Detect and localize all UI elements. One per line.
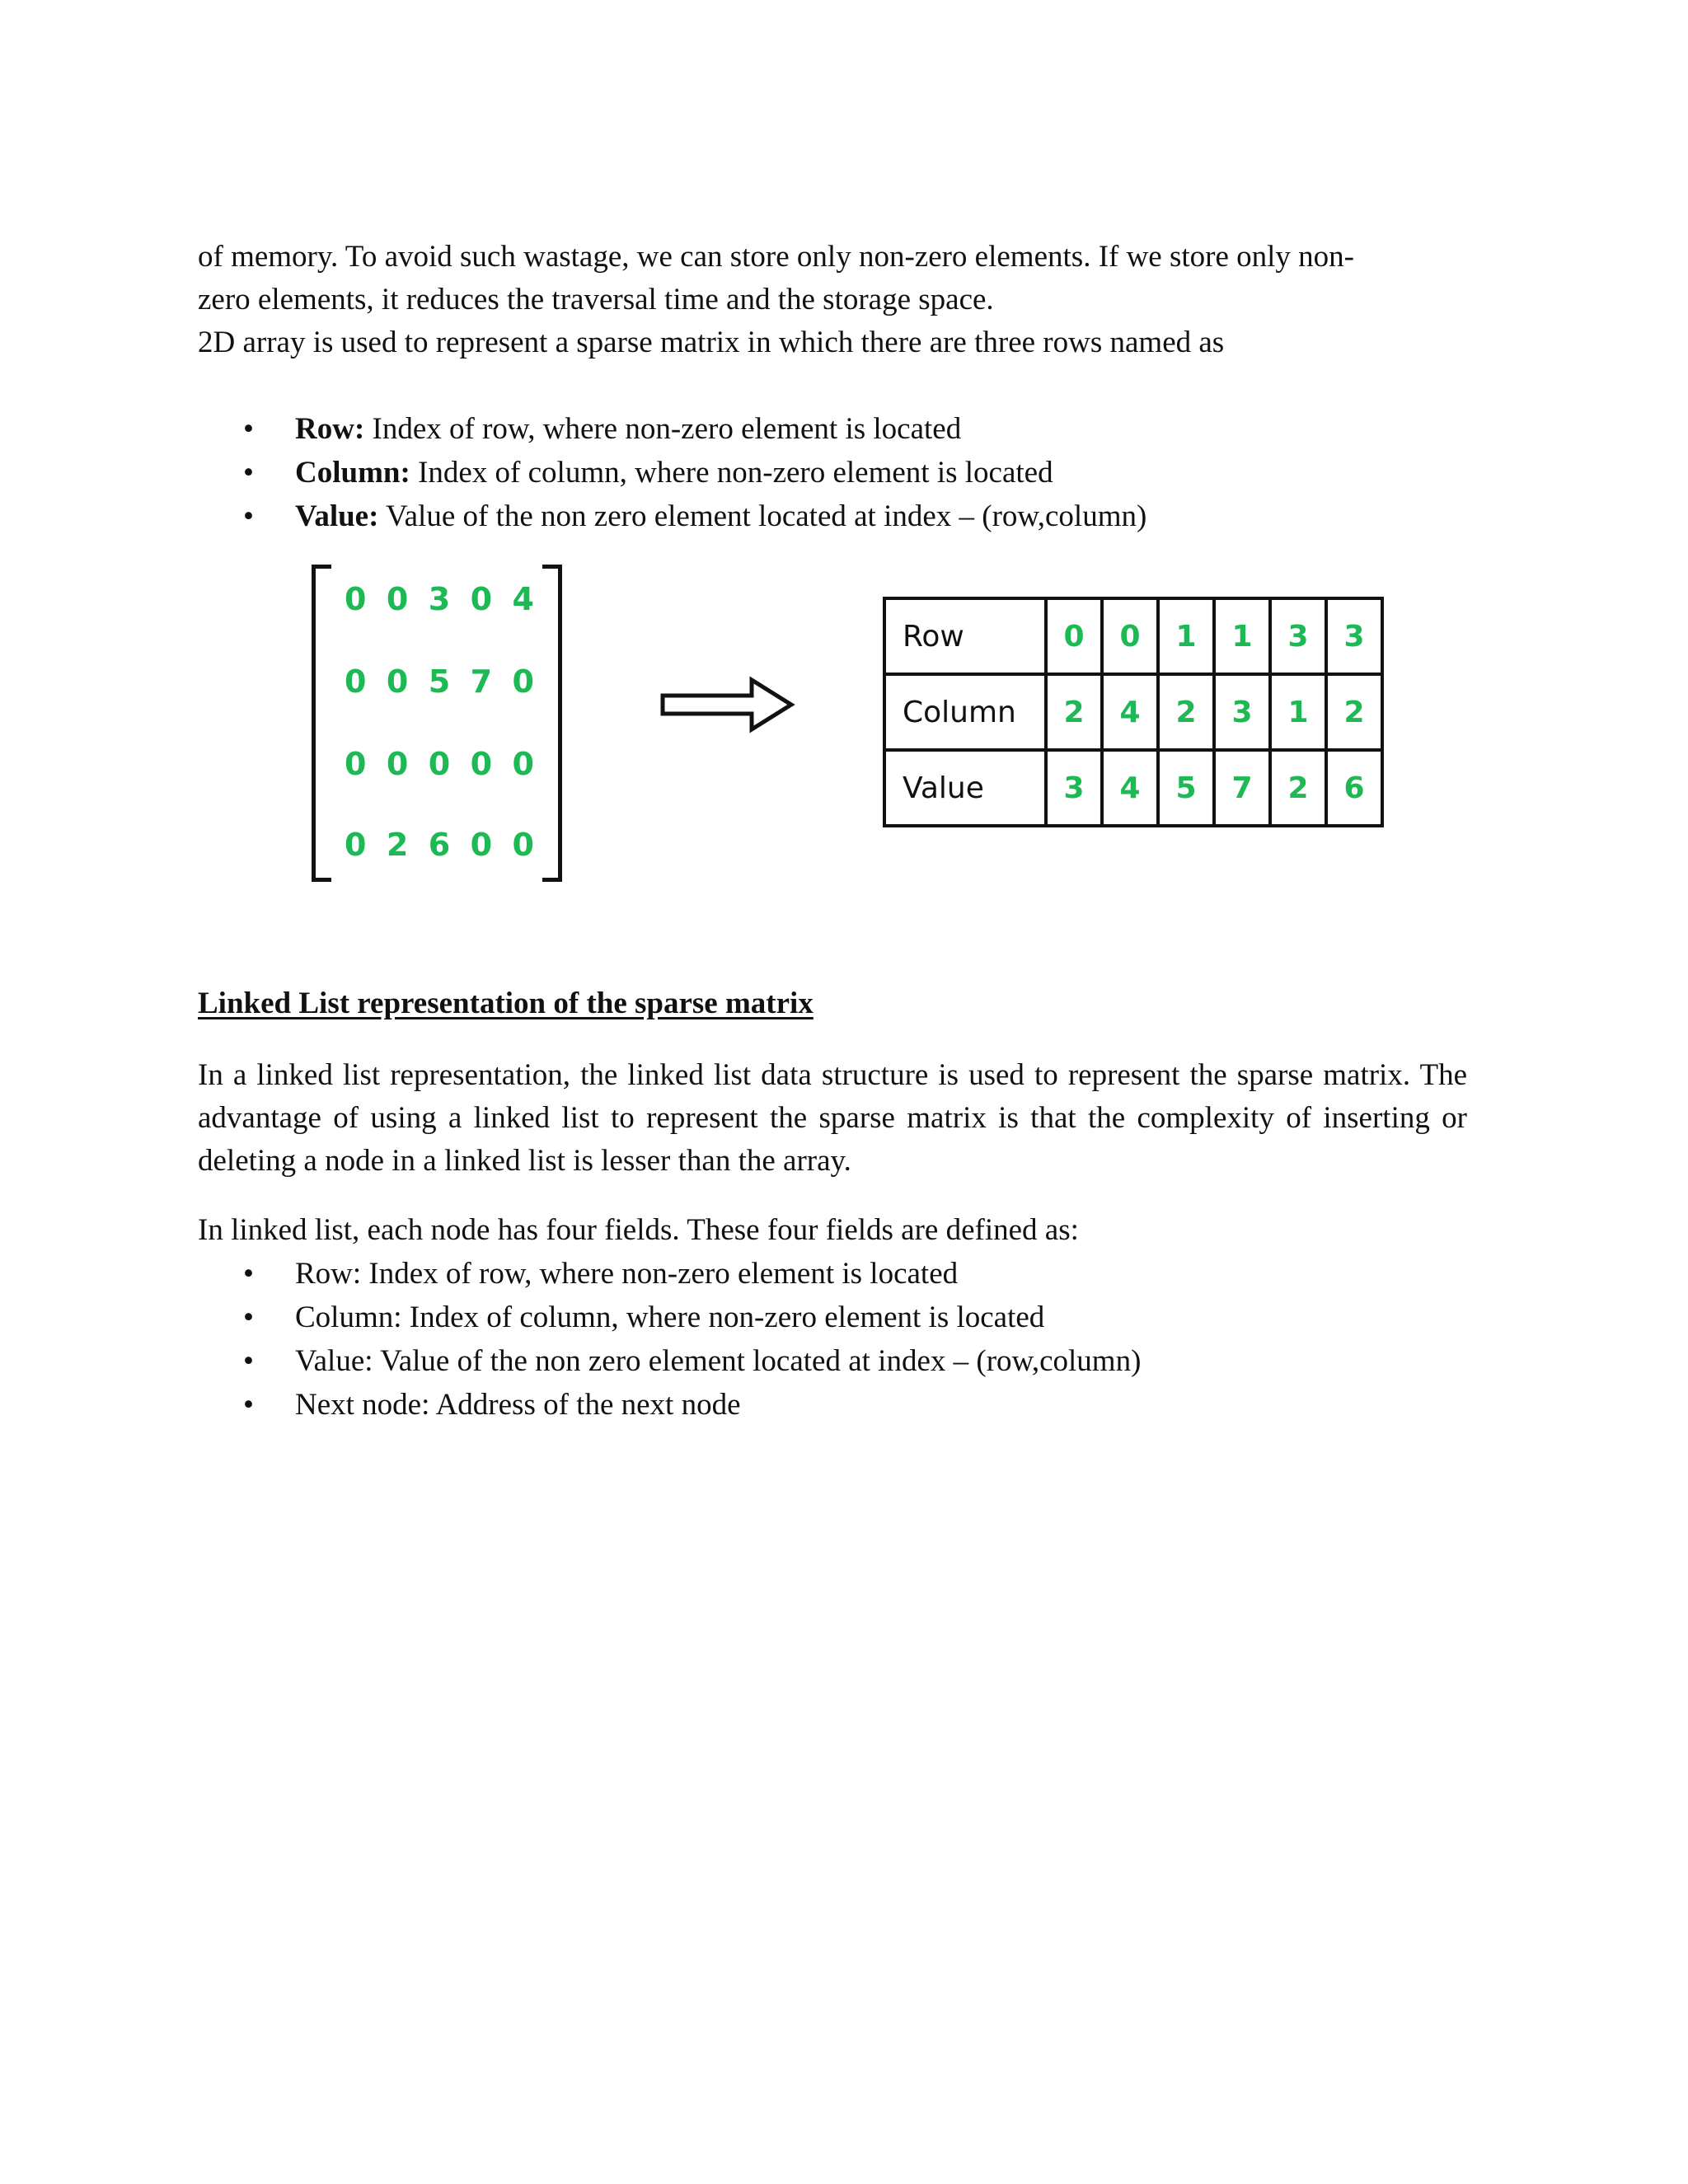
matrix-cell: 0 [345,827,367,863]
table-cell: 3 [1326,598,1382,674]
linked-list-paragraph: In a linked list representation, the linked list data structure is used to represent the sparse matrix. The advantage of using a linked list to represent the sparse matrix is that the complexity of inserting or deleting a node in a linked list is lesser than the array. [198,1058,1467,1178]
table-cell: 2 [1046,674,1102,750]
table-cell: 4 [1102,674,1158,750]
matrix-cell: 0 [386,746,409,782]
table-row-label: Row [884,598,1046,674]
bullet-icon: • [243,1257,254,1291]
table-row-label: Column [884,674,1046,750]
field-desc: Index of row, where non-zero element is located [364,412,962,446]
table-cell: 3 [1046,750,1102,826]
list-item [198,494,1467,538]
matrix-cell: 4 [512,581,534,617]
matrix-cell: 5 [428,663,451,700]
bullet-icon: • [243,456,254,490]
matrix-left-bracket [312,565,331,882]
field-text: Row: Index of row, where non-zero element is located [295,1257,959,1291]
linked-list-fields-intro: In linked list, each node has four fields. These four fields are defined as: [198,1213,1079,1247]
field-term: Column: [295,456,410,490]
table-cell: 5 [1158,750,1214,826]
intro-line-2: zero elements, it reduces the traversal time and the storage space. [198,283,994,316]
triplet-table [883,597,1384,827]
bullet-icon: • [243,499,254,533]
table-cell: 0 [1046,598,1102,674]
table-cell: 2 [1270,750,1326,826]
bullet-icon: • [243,1388,254,1422]
matrix-cell: 0 [512,746,534,782]
list-item [198,407,1467,451]
matrix-row [345,746,534,787]
table-cell: 1 [1270,674,1326,750]
matrix-cell: 0 [512,663,534,700]
matrix-row [345,827,534,868]
bullet-icon: • [243,1301,254,1334]
bullet-icon: • [243,412,254,446]
matrix-cell: 2 [386,827,409,863]
matrix-cell: 0 [470,746,493,782]
table-cell: 1 [1214,598,1270,674]
array-fields-list [198,407,1467,538]
matrix-cell: 0 [345,581,367,617]
matrix-cell: 6 [428,827,451,863]
field-desc: Index of column, where non-zero element is located [410,456,1053,490]
matrix-cell: 0 [345,663,367,700]
matrix-cell: 7 [470,663,493,700]
sparse-matrix [312,565,562,882]
intro-line-1: of memory. To avoid such wastage, we can store only non-zero elements. If we store only non- [198,240,1355,274]
matrix-row [345,663,534,705]
matrix-row [345,581,534,622]
matrix-cell: 0 [512,827,534,863]
intro-line-3: 2D array is used to represent a sparse matrix in which there are three rows named as [198,326,1225,359]
field-text: Column: Index of column, where non-zero element is located [295,1301,1045,1334]
matrix-cell: 0 [345,746,367,782]
table-cell: 1 [1158,598,1214,674]
matrix-cell: 0 [470,581,493,617]
table-row [884,750,1382,826]
field-term: Row: [295,412,365,446]
field-text: Next node: Address of the next node [295,1388,741,1422]
matrix-cell: 0 [428,746,451,782]
field-desc: Value of the non zero element located at index – (row,column) [378,499,1147,533]
table-cell: 4 [1102,750,1158,826]
linked-list-fields-list [198,1252,1467,1427]
table-cell: 2 [1158,674,1214,750]
field-term: Value: [295,499,379,533]
table-row [884,598,1382,674]
matrix-right-bracket [542,565,562,882]
list-item [198,1296,1467,1339]
table-cell: 0 [1102,598,1158,674]
section-heading: Linked List representation of the sparse matrix [198,987,814,1020]
table-row [884,674,1382,750]
table-row-label: Value [884,750,1046,826]
matrix-cell: 0 [386,663,409,700]
matrix-cell: 0 [386,581,409,617]
table-cell: 6 [1326,750,1382,826]
list-item [198,451,1467,494]
right-arrow-icon [659,676,798,733]
table-cell: 3 [1214,674,1270,750]
list-item [198,1383,1467,1427]
matrix-cell: 0 [470,827,493,863]
list-item [198,1252,1467,1296]
matrix-cell: 3 [428,581,451,617]
field-text: Value: Value of the non zero element located at index – (row,column) [295,1344,1142,1378]
bullet-icon: • [243,1344,254,1378]
table-cell: 3 [1270,598,1326,674]
list-item [198,1339,1467,1383]
table-cell: 7 [1214,750,1270,826]
table-cell: 2 [1326,674,1382,750]
